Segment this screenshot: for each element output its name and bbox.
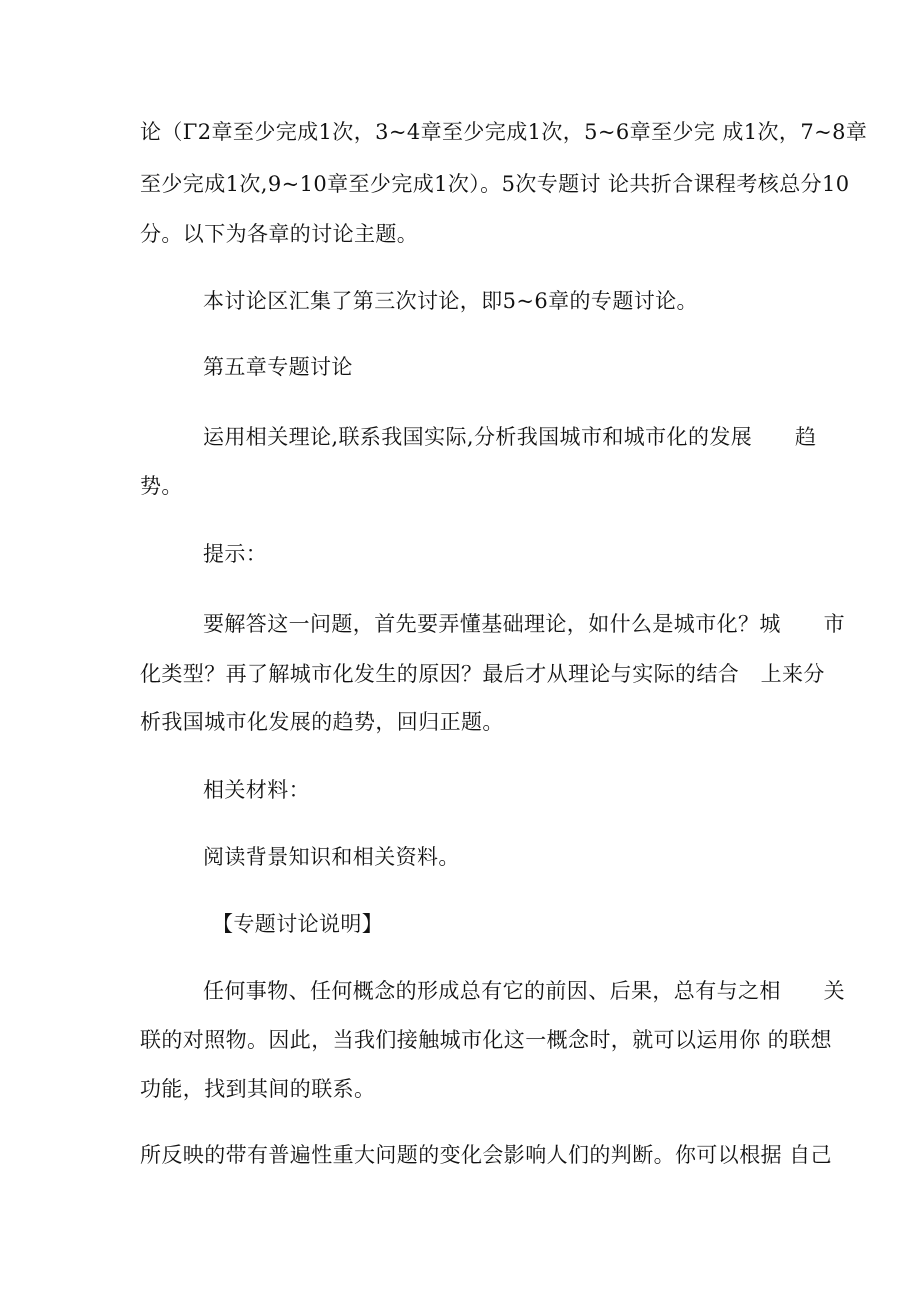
text-line-3: 分。以下为各章的讨论主题。 [140,222,419,246]
text-line-4: 本讨论区汇集了第三次讨论，即5~6章的专题讨论。 [203,289,698,313]
text-line-1: 论（Γ2章至少完成1次，3~4章至少完成1次，5~6章至少完 成1次，7~8章 [140,120,868,144]
text-line-11: 析我国城市化发展的趋势，回归正题。 [140,710,504,734]
text-line-6: 运用相关理论,联系我国实际,分析我国城市和城市化的发展 趋 [203,425,817,449]
text-line-15: 任何事物、任何概念的形成总有它的前因、后果，总有与之相 关 [203,979,845,1003]
text-line-9: 要解答这一问题，首先要弄懂基础理论，如什么是城市化？城 市 [203,612,845,636]
text-line-18: 所反映的带有普遍性重大问题的变化会影响人们的判断。你可以根据 自己 [140,1143,832,1167]
section-heading-chapter5: 第五章专题讨论 [203,355,353,379]
text-line-10: 化类型？再了解城市化发生的原因？最后才从理论与实际的结合 上来分 [140,662,825,686]
text-line-7: 势。 [140,474,183,498]
text-line-13: 阅读背景知识和相关资料。 [203,845,460,869]
text-line-2: 至少完成1次,9~10章至少完成1次）。5次专题讨 论共折合课程考核总分10 [140,172,850,196]
hint-label: 提示： [203,542,268,566]
text-line-17: 功能，找到其间的联系。 [140,1077,376,1101]
materials-label: 相关材料： [203,778,310,802]
section-heading-discussion-notes: 【专题讨论说明】 [212,912,384,936]
text-line-16: 联的对照物。因此，当我们接触城市化这一概念时，就可以运用你 的联想 [140,1028,832,1052]
